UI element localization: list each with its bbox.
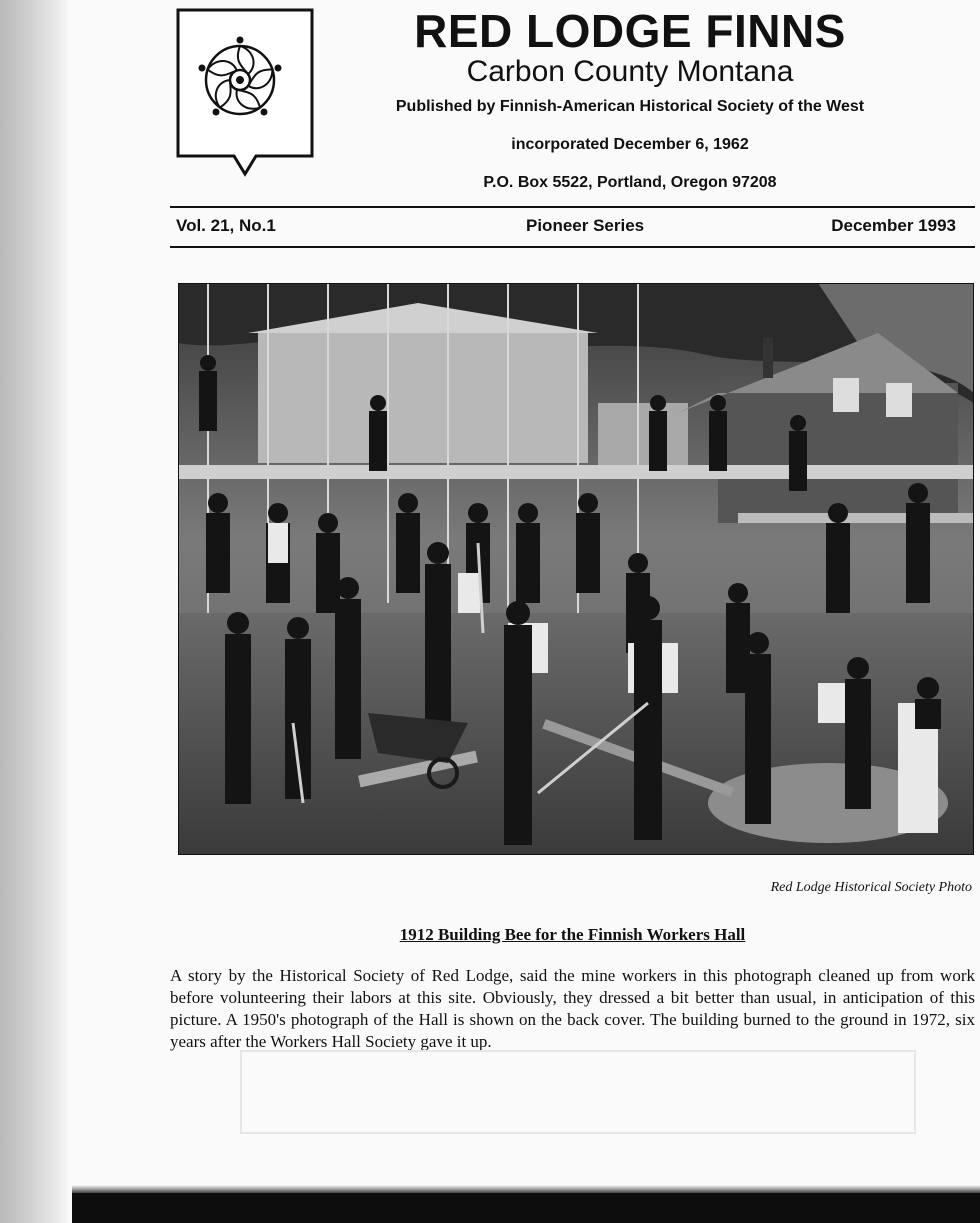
issue-date: December 1993 <box>831 216 956 235</box>
historical-photo <box>178 283 974 855</box>
masthead-rule-bottom <box>170 246 975 248</box>
newsletter-subtitle: Carbon County Montana <box>466 55 794 88</box>
incorporation-line: incorporated December 6, 1962 <box>511 136 749 153</box>
shield-rose-icon <box>174 6 316 178</box>
masthead-rule-top <box>170 206 975 208</box>
newsletter-title: RED LODGE FINNS <box>414 5 846 57</box>
publisher-line: Published by Finnish-American Historical Society of the West <box>395 98 865 115</box>
page-bottom-band <box>72 1193 980 1223</box>
issue-series: Pioneer Series <box>526 216 645 235</box>
article-body: A story by the Historical Society of Red Lodge, said the mine workers in this photograph cleaned up from work before volunteering their labors at this site. Obviously, they dressed a bit better than usual, in anticipation of this picture. A 1950's photograph of the Hall is shown on the back cover. The building burned to the ground in 1972, six years after the Workers Hall Society gave it up. <box>170 966 975 1051</box>
article-headline: 1912 Building Bee for the Finnish Workers Hall <box>399 925 746 944</box>
issue-info-row <box>176 216 956 240</box>
issue-volume: Vol. 21, No.1 <box>176 216 276 235</box>
address-line: P.O. Box 5522, Portland, Oregon 97208 <box>483 174 777 191</box>
page-bottom-shadow <box>72 1185 980 1193</box>
scan-page-edge <box>0 0 70 1223</box>
show-through-box <box>240 1050 916 1134</box>
photo-credit: Red Lodge Historical Society Photo <box>770 880 972 895</box>
